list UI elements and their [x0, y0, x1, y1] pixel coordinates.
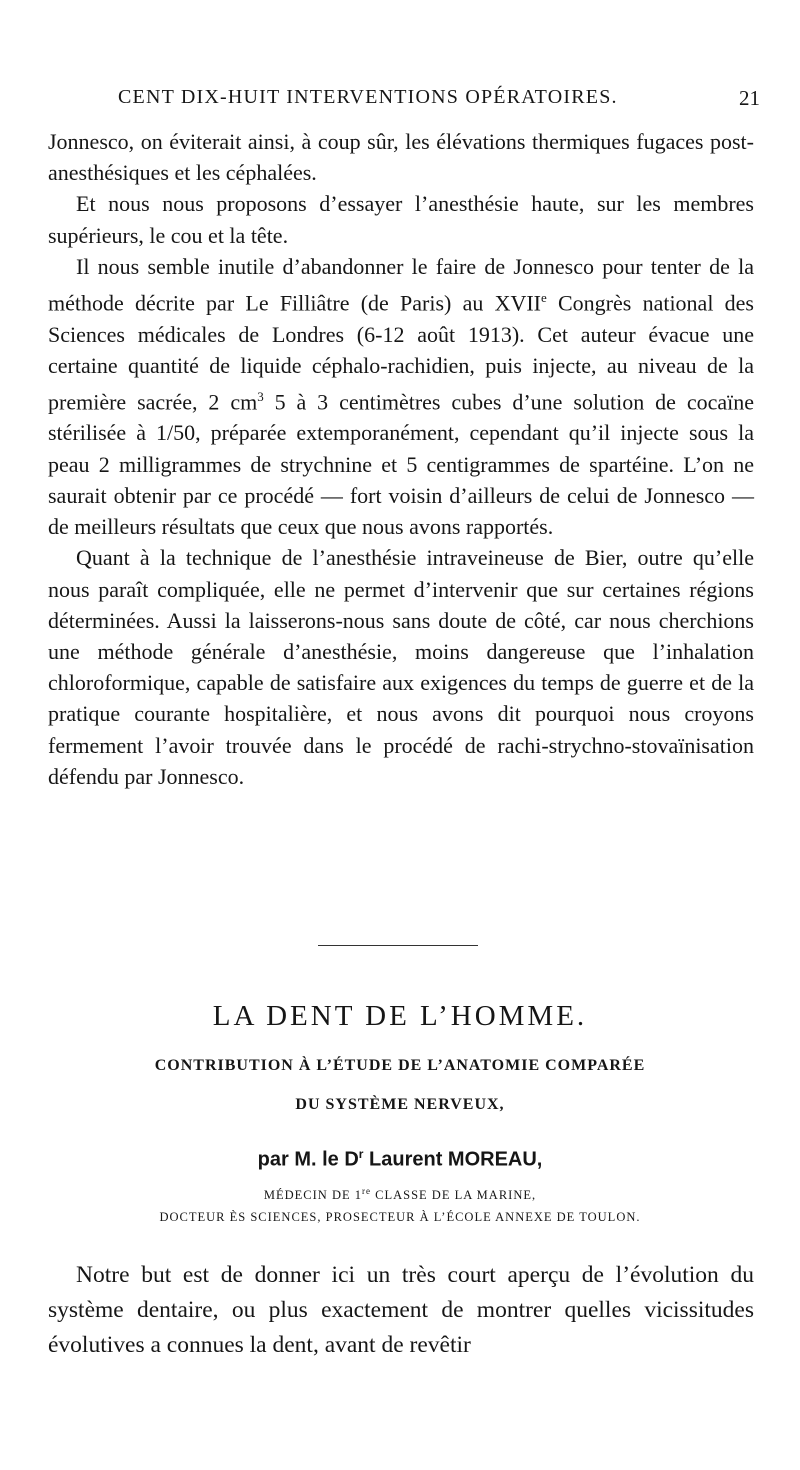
paragraph-text: Congrès national des Sciences médicales de Londres (6-12 août 1913). Cet auteur évacue une certaine quantité de liquide céphalo-rachidien, puis injecte, au niveau de la première sacrée, 2 cm: [48, 290, 754, 415]
author-name: Laurent MOREAU,: [363, 1148, 543, 1171]
superscript: 3: [257, 388, 264, 404]
paragraph: [48, 251, 754, 542]
article-title: LA DENT DE L’HOMME.: [212, 1000, 588, 1032]
running-head: [48, 86, 760, 116]
author-credential: DOCTEUR ÈS SCIENCES, PROSECTEUR À L’ÉCOLE ANNEXE DE TOULON.: [159, 1210, 641, 1224]
body-text: [48, 126, 754, 792]
superscript: e: [541, 290, 547, 306]
running-title: CENT DIX-HUIT INTERVENTIONS OPÉRATOIRES.: [118, 86, 618, 108]
paragraph: Et nous nous proposons d’essayer l’anesthésie haute, sur les membres supérieurs, le cou et la tête.: [48, 191, 754, 248]
paragraph: Quant à la technique de l’anesthésie intraveineuse de Bier, outre qu’elle nous paraît compliquée, elle ne permet d’intervenir que sur certaines régions déterminées. Aussi la laisserons-nous sans doute de côté, car nous cherchions une méthode générale d’anesthésie, moins dangereuse que l’inhalation chloroformique, capable de satisfaire aux exigences du temps de guerre et de la pratique courante hospitalière, et nous avons dit pourquoi nous croyons fermement l’avoir trouvée dans le procédé de rachi-strychno-stovaïnisation défendu par Jonnesco.: [48, 545, 754, 789]
superscript: r: [358, 1147, 364, 1161]
superscript: re: [362, 1186, 371, 1196]
article-subtitle: DU SYSTÈME NERVEUX,: [295, 1096, 505, 1113]
paragraph-text: Il nous semble inutile d’abandonner le faire de Jonnesco pour tenter de la méthode décrite par Le Filliâtre (de Paris) au XVII: [48, 253, 754, 316]
paragraph-text: 5 à 3 centimètres cubes d’une solution de cocaïne stérilisée à 1/50, préparée extemporanément, cependant qu’il injecte sous la peau 2 milligrammes de strychnine et 5 centigrammes de spartéine. L’on ne saurait obtenir par ce procédé — fort voisin d’ailleurs de celui de Jonnesco — de meilleurs résultats que ceux que nous avons rapportés.: [48, 389, 754, 540]
credential-text: MÉDECIN DE 1: [263, 1188, 362, 1203]
article-intro-paragraph: Notre but est de donner ici un très court aperçu de l’évolution du système dentaire, ou plus exactement de montrer quelles vicissitudes évolutives a connues la dent, avant de revêtir: [48, 1262, 754, 1358]
section-divider: [318, 945, 478, 946]
author-credential: [0, 1186, 800, 1203]
page-number: 21: [739, 86, 760, 110]
author-prefix: par M. le D: [257, 1148, 359, 1171]
article-subtitle: CONTRIBUTION À L’ÉTUDE DE L’ANATOMIE COMPARÉE: [154, 1057, 646, 1074]
author-line: [0, 1147, 800, 1172]
paragraph-continued: Jonnesco, on éviterait ainsi, à coup sûr, les élévations thermiques fugaces post-anesthésiques et les céphalées.: [48, 129, 754, 186]
credential-text: CLASSE DE LA MARINE,: [371, 1188, 537, 1203]
